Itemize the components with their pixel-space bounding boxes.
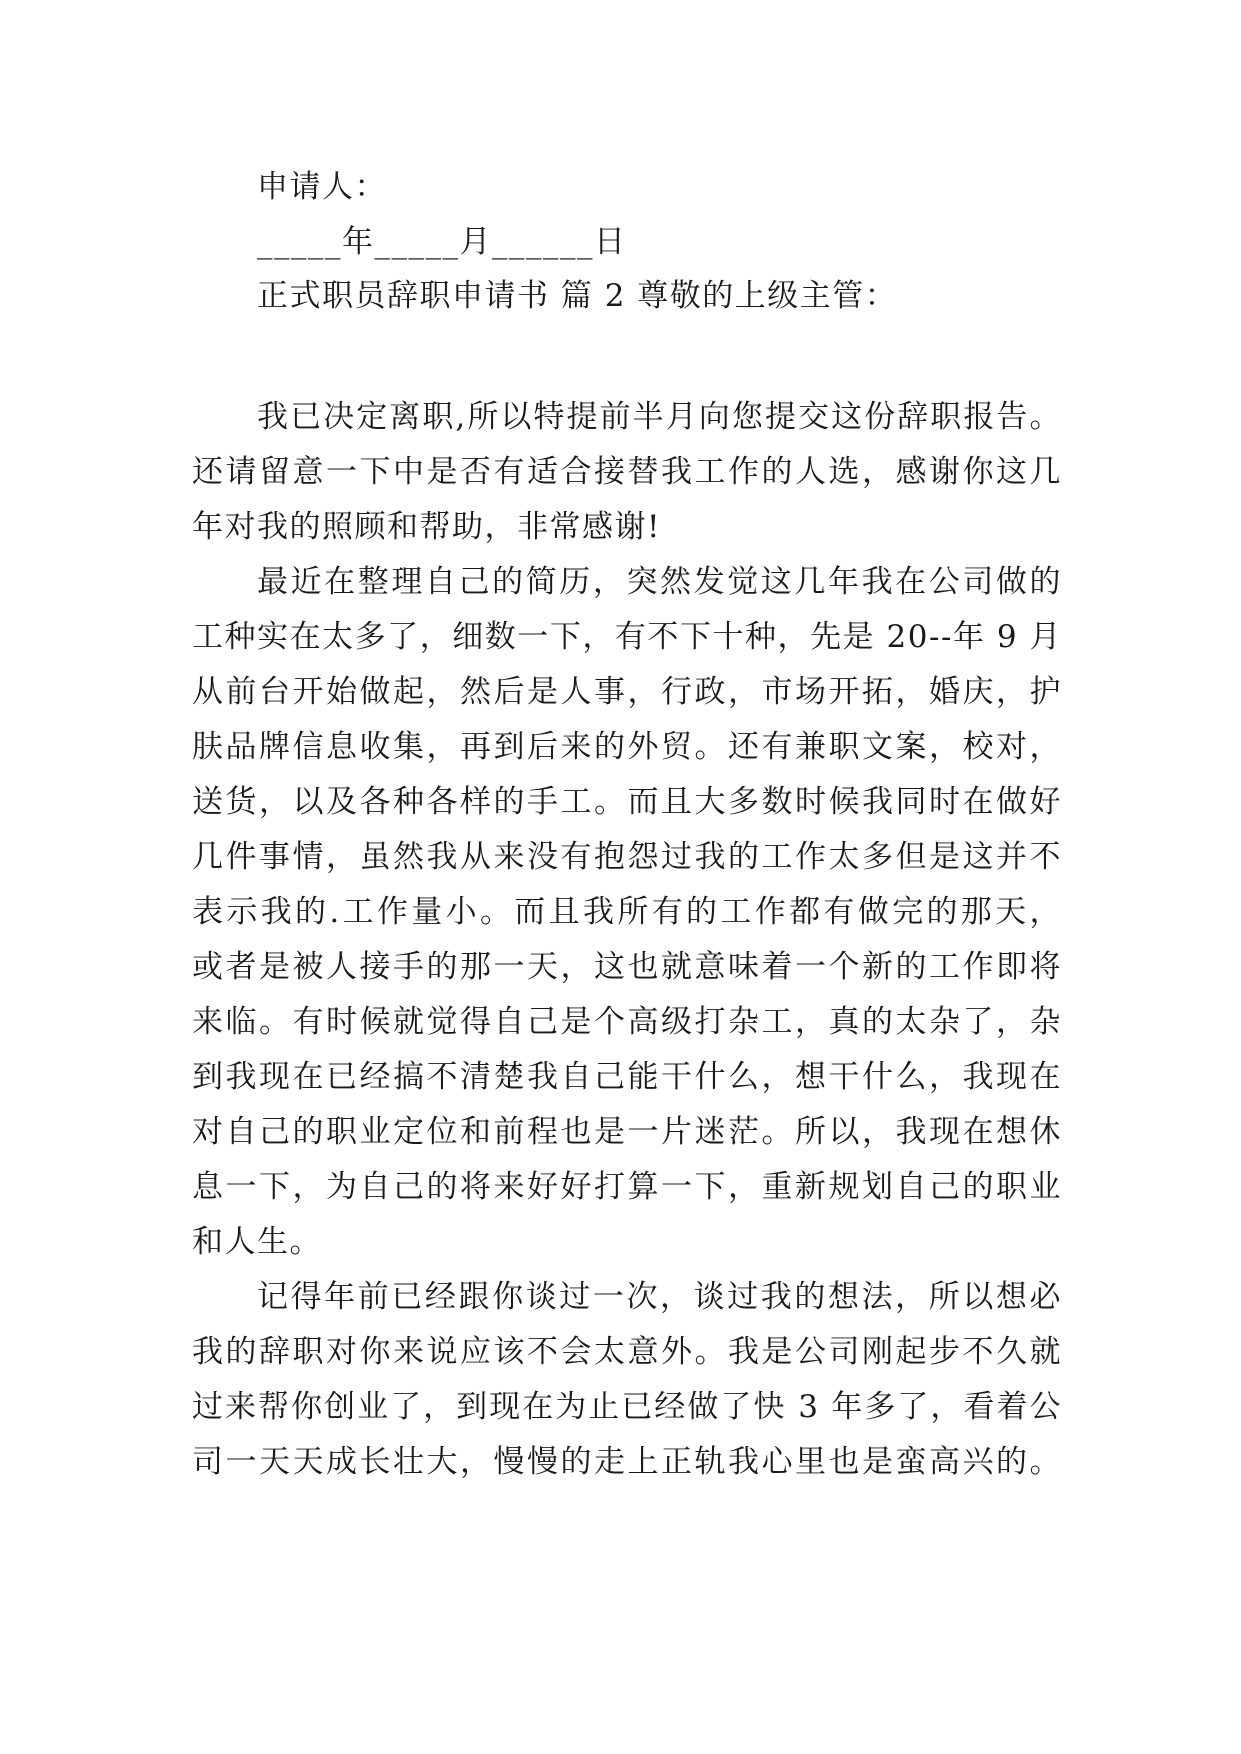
paragraph-line: 到我现在已经搞不清楚我自己能干什么，想干什么，我现在 bbox=[192, 1059, 1062, 1095]
paragraph-line: 肤品牌信息收集，再到后来的外贸。还有兼职文案，校对， bbox=[192, 729, 1062, 765]
paragraph-line: 或者是被人接手的那一天，这也就意味着一个新的工作即将 bbox=[192, 949, 1062, 985]
date-line: _____年_____月______日 bbox=[257, 224, 627, 260]
paragraph-line: 息一下，为自己的将来好好打算一下，重新规划自己的职业 bbox=[192, 1169, 1062, 1205]
paragraph-line: 表示我的.工作量小。而且我所有的工作都有做完的那天， bbox=[192, 894, 1062, 930]
section-title: 正式职员辞职申请书 篇 2 尊敬的上级主管： bbox=[257, 278, 898, 314]
paragraph-line: 从前台开始做起，然后是人事，行政，市场开拓，婚庆，护 bbox=[192, 674, 1062, 710]
paragraph-line: 工种实在太多了，细数一下，有不下十种，先是 20--年 9 月 bbox=[192, 619, 1062, 655]
paragraph-line: 司一天天成长壮大，慢慢的走上正轨我心里也是蛮高兴的。 bbox=[192, 1444, 1062, 1480]
paragraph-line: 来临。有时候就觉得自己是个高级打杂工，真的太杂了，杂 bbox=[192, 1004, 1062, 1040]
paragraph-line: 我已决定离职,所以特提前半月向您提交这份辞职报告。 bbox=[257, 399, 1062, 435]
paragraph-line: 我的辞职对你来说应该不会太意外。我是公司刚起步不久就 bbox=[192, 1334, 1062, 1370]
applicant-label: 申请人： bbox=[257, 169, 387, 205]
paragraph-line: 过来帮你创业了，到现在为止已经做了快 3 年多了，看着公 bbox=[192, 1389, 1062, 1425]
paragraph-line: 最近在整理自己的简历，突然发觉这几年我在公司做的 bbox=[257, 564, 1062, 600]
paragraph-line: 送货，以及各种各样的手工。而且大多数时候我同时在做好 bbox=[192, 784, 1062, 820]
paragraph-line: 记得年前已经跟你谈过一次，谈过我的想法，所以想必 bbox=[257, 1279, 1062, 1315]
paragraph-line: 几件事情，虽然我从来没有抱怨过我的工作太多但是这并不 bbox=[192, 839, 1062, 875]
paragraph-line: 对自己的职业定位和前程也是一片迷茫。所以，我现在想休 bbox=[192, 1114, 1062, 1150]
paragraph-line: 和人生。 bbox=[192, 1224, 322, 1260]
paragraph-line: 年对我的照顾和帮助，非常感谢! bbox=[192, 509, 661, 545]
paragraph-line: 还请留意一下中是否有适合接替我工作的人选，感谢你这几 bbox=[192, 454, 1062, 490]
